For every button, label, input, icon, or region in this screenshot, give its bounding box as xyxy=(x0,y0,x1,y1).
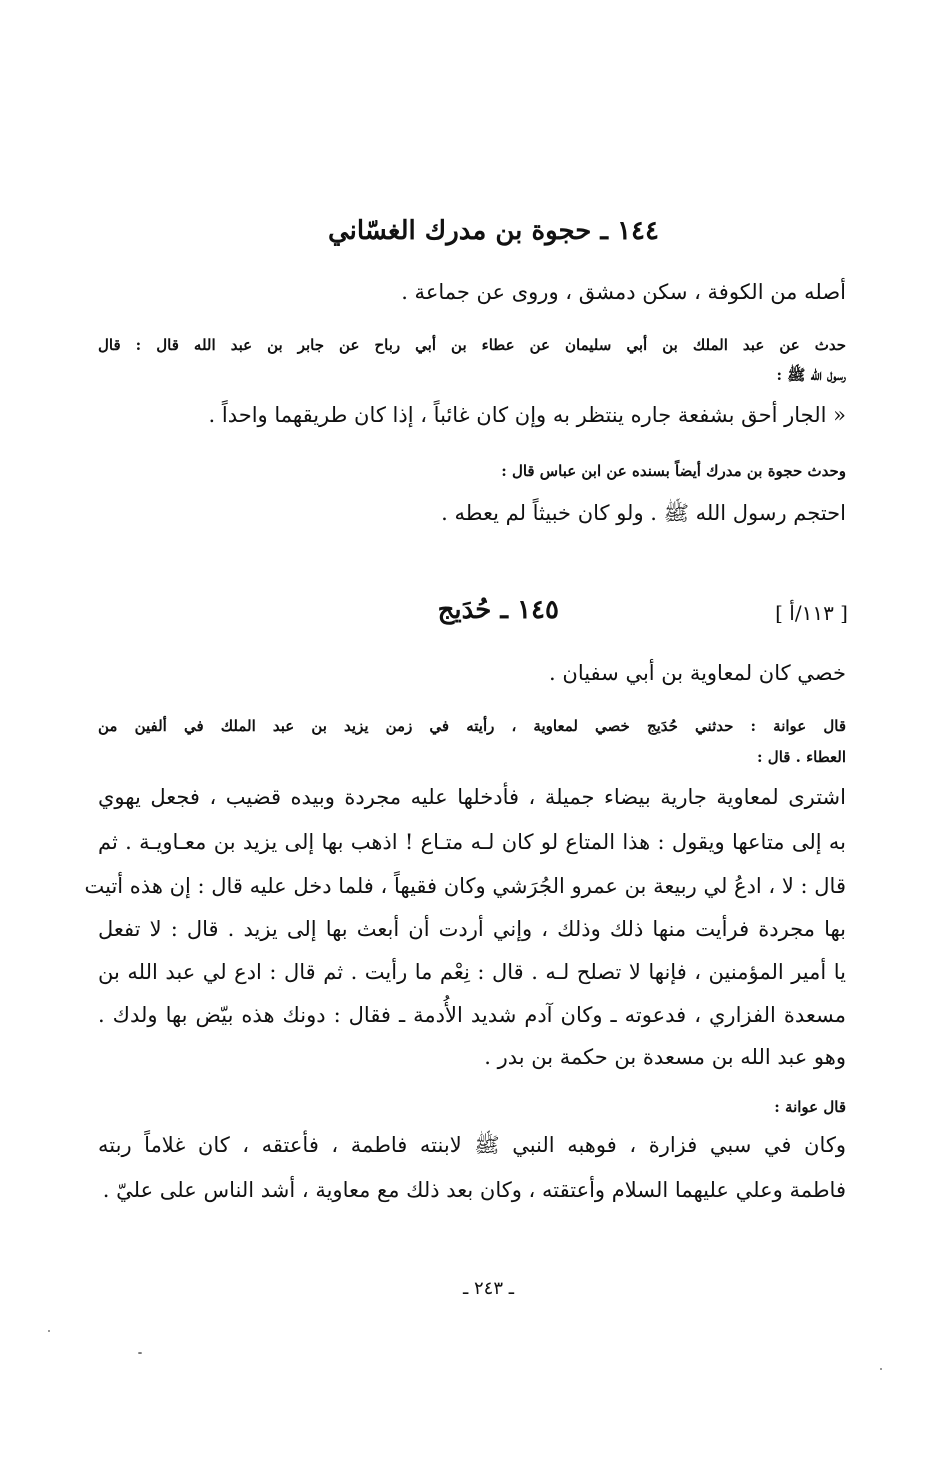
scan-speck xyxy=(880,1368,882,1370)
story-line-5: يا أمير المؤمنين ، فإنها لا تصلح لـه . قال : نِعْم ما رأيت . ثم قال : ادع لي عبد الله بن xyxy=(98,960,846,984)
section-144-isnad-2: وحدث حجوة بن مدرك أيضاً بسنده عن ابن عباس قال : xyxy=(501,462,846,480)
story-line-1: اشترى لمعاوية جارية بيضاء جميلة ، فأدخلها عليه مجردة وبيده قضيب ، فجعل يهوي xyxy=(98,785,846,809)
section-145-isnad-2: قال عوانة : xyxy=(774,1098,846,1116)
section-heading-144: ١٤٤ ـ حجوة بن مدرك الغسّاني xyxy=(328,216,659,246)
story-2-line-2: فاطمة وعلي عليهما السلام وأعتقته ، وكان بعد ذلك مع معاوية ، أشد الناس على عليّ . xyxy=(102,1178,846,1202)
page-number: ـ ٢٤٣ ـ xyxy=(463,1278,515,1299)
story-line-4: بها مجردة فرأيت منها ذلك وذلك ، وإني أردت أن أبعث بها إلى يزيد . قال : لا تفعل xyxy=(98,917,846,941)
section-heading-145: ١٤٥ ـ حُدَيج xyxy=(437,595,559,625)
story-line-6: مسعدة الفزاري ، فدعوته ـ وكان آدم شديد الأُدمة ـ فقال : دونك هذه بيّض بها ولدك . xyxy=(98,1003,846,1027)
section-144-isnad-line-2: رسول الله ﷺ : xyxy=(776,366,846,384)
section-145-isnad-line-1: قال عوانة : حدثني حُدَيج خصي لمعاوية ، رأيته في زمن يزيد بن عبد الملك في ألفين من xyxy=(98,717,846,735)
story-line-7: وهو عبد الله بن مسعدة بن حكمة بن بدر . xyxy=(484,1045,846,1069)
story-2-line-1: وكان في سبي فزارة ، فوهبه النبي ﷺ لابنته فاطمة ، فأعتقه ، كان غلاماً ربته xyxy=(98,1133,846,1157)
story-line-2: به إلى متاعها ويقول : هذا المتاع لو كان لـه متـاع ! اذهب بها إلى يزيد بن معـاويـة . ثم xyxy=(98,830,846,854)
manuscript-folio-ref: [ ١١٣/أ ] xyxy=(775,601,848,625)
scan-speck xyxy=(48,1330,50,1332)
section-145-intro: خصي كان لمعاوية بن أبي سفيان . xyxy=(549,661,846,685)
section-144-intro: أصله من الكوفة ، سكن دمشق ، وروى عن جماعة . xyxy=(401,280,846,304)
section-144-hadith-1: « الجار أحق بشفعة جاره ينتظر به وإن كان غائباً ، إذا كان طريقهما واحداً . xyxy=(208,403,846,427)
section-145-isnad-line-2: العطاء . قال : xyxy=(757,748,846,766)
story-line-3: قال : لا ، ادعُ لي ربيعة بن عمرو الجُرَشي وكان فقيهاً ، فلما دخل عليه قال : إن هذه أتيت xyxy=(84,874,846,898)
scan-speck xyxy=(138,1352,142,1354)
section-144-hadith-2: احتجم رسول الله ﷺ . ولو كان خبيثاً لم يعطه . xyxy=(441,501,846,525)
section-144-isnad-line-1: حدث عن عبد الملك بن أبي سليمان عن عطاء بن أبي رباح عن جابر بن عبد الله قال : قال xyxy=(98,336,846,354)
